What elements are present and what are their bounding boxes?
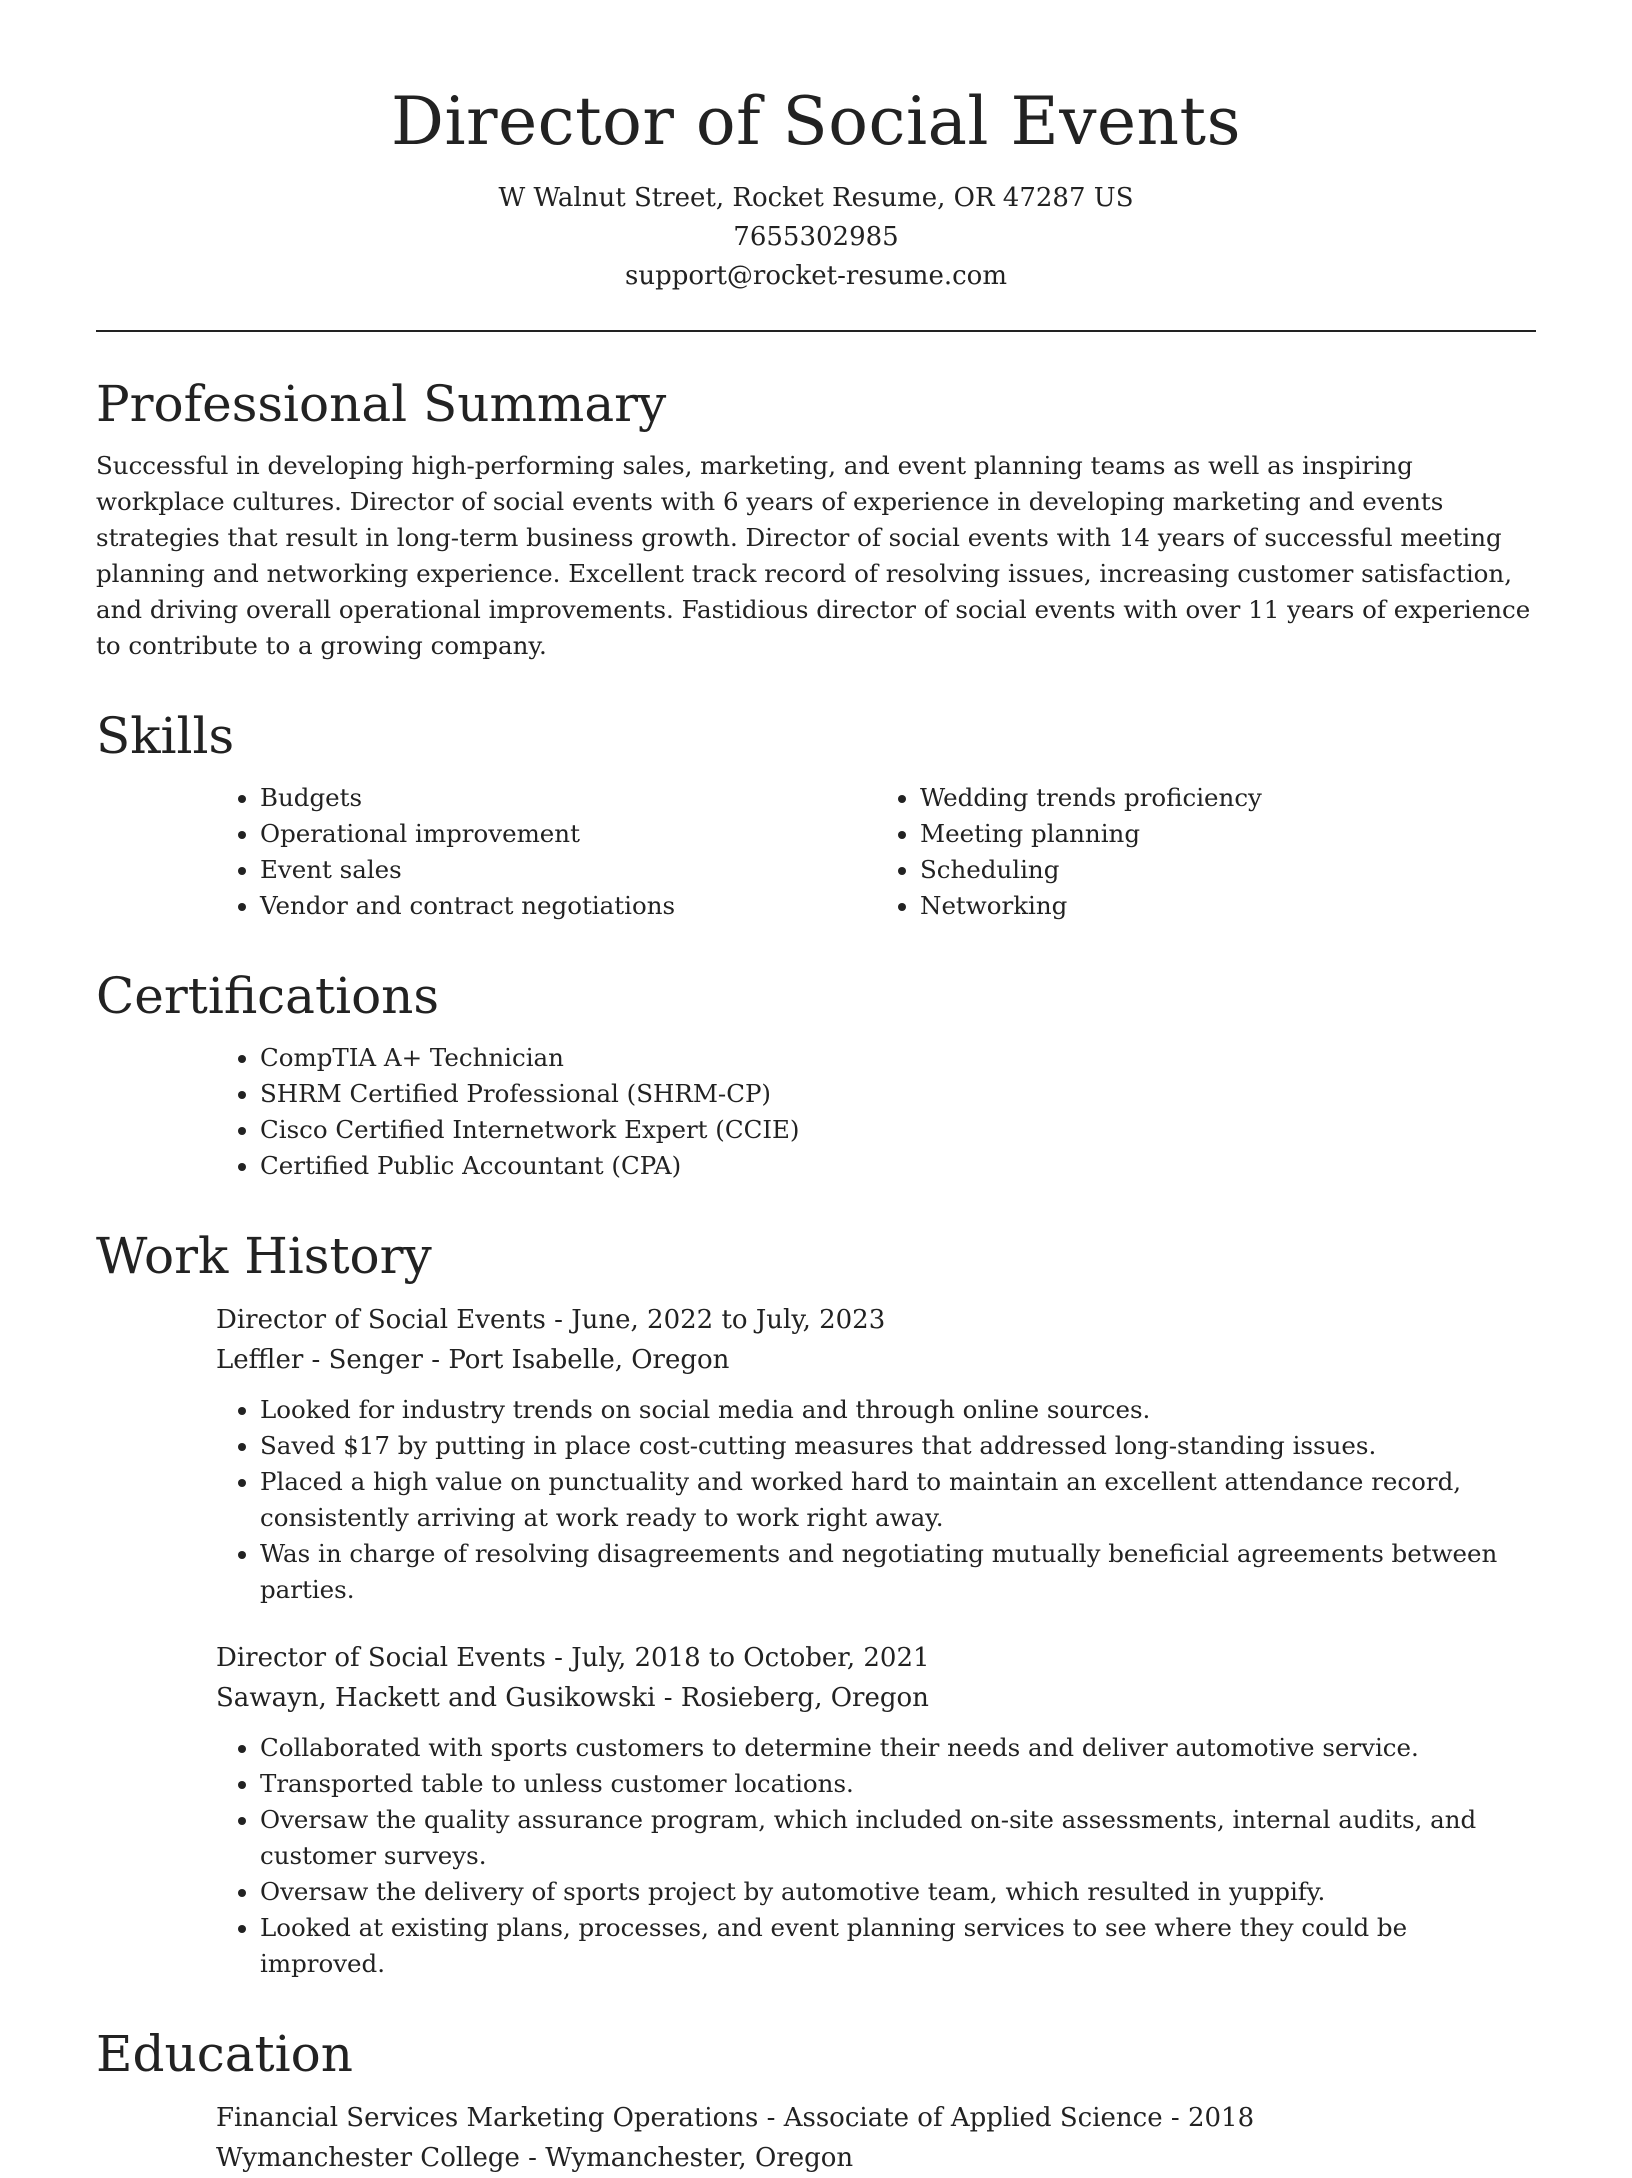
job-title-line: Director of Social Events - June, 2022 to July, 2023	[216, 1305, 886, 1336]
skills-columns	[216, 780, 1536, 924]
resume-name: Director of Social Events	[391, 83, 1241, 160]
education-location: Wymanchester, Oregon	[545, 2143, 854, 2174]
education-title: Education	[96, 2025, 353, 2084]
job-location: Rosieberg, Oregon	[680, 1683, 929, 1714]
resume-header	[96, 0, 1536, 296]
skill-item: • Budgets	[260, 780, 876, 816]
certifications-title: Certifications	[96, 967, 440, 1026]
education-degree-line: Financial Services Marketing Operations - Associate of Applied Science - 2018	[216, 2103, 1255, 2134]
education-degree: Associate of Applied Science	[783, 2103, 1163, 2134]
job-bullet: • Transported table to unless customer locations.	[260, 1766, 1536, 1802]
contact-email: support@rocket-resume.com	[624, 261, 1007, 292]
job-title-line: Director of Social Events - July, 2018 to October, 2021	[216, 1643, 930, 1674]
header-divider	[96, 330, 1536, 332]
education-entry	[216, 2098, 1536, 2178]
contact-phone: 7655302985	[733, 222, 899, 253]
job-company: Sawayn, Hackett and Gusikowski	[216, 1683, 656, 1714]
job-title: Director of Social Events	[216, 1643, 546, 1674]
summary-text: Successful in developing high-performing sales, marketing, and event planning teams as well as inspiring workplace cultures. Director of social events with 6 years of experience in developing marketing and events strategies that result in long-term business growth. Director of social events with 14 years of successful meeting planning and networking experience. Excellent track record of resolving issues, increasing customer satisfaction, and driving overall operational improvements. Fastidious director of social events with over 11 years of experience to contribute to a growing company.	[96, 451, 1531, 661]
education-section	[96, 2024, 1536, 2178]
job-company: Leffler - Senger	[216, 1345, 423, 1376]
contact-block	[96, 179, 1536, 296]
skill-item: • Event sales	[260, 852, 876, 888]
certification-item: • Cisco Certified Internetwork Expert (CCIE)	[260, 1112, 1536, 1148]
certification-item: • Certified Public Accountant (CPA)	[260, 1148, 1536, 1184]
job-bullet: • Was in charge of resolving disagreements and negotiating mutually beneficial agreements between parties.	[260, 1536, 1536, 1608]
job-location: Port Isabelle, Oregon	[448, 1345, 730, 1376]
education-program: Financial Services Marketing Operations	[216, 2103, 759, 2134]
skill-item: • Meeting planning	[920, 816, 1536, 852]
skills-title: Skills	[96, 707, 235, 766]
skill-item: • Networking	[920, 888, 1536, 924]
job-bullets	[216, 1730, 1536, 1982]
job-bullets	[216, 1392, 1536, 1608]
job-entry	[216, 1638, 1536, 1982]
job-bullet: • Collaborated with sports customers to determine their needs and deliver automotive service.	[260, 1730, 1536, 1766]
skill-item: • Wedding trends proficiency	[920, 780, 1536, 816]
job-dates: July, 2018 to October, 2021	[571, 1643, 930, 1674]
skill-item: • Vendor and contract negotiations	[260, 888, 876, 924]
contact-address: W Walnut Street, Rocket Resume, OR 47287 US	[498, 183, 1134, 214]
certification-item: • CompTIA A+ Technician	[260, 1040, 1536, 1076]
job-company-line: Leffler - Senger - Port Isabelle, Oregon	[216, 1345, 730, 1376]
job-bullet: • Looked at existing plans, processes, and event planning services to see where they could be improved.	[260, 1910, 1536, 1982]
certifications-list	[216, 1040, 1536, 1184]
summary-section	[96, 374, 1536, 664]
job-bullet: • Oversaw the delivery of sports project by automotive team, which resulted in yuppify.	[260, 1874, 1536, 1910]
job-title: Director of Social Events	[216, 1305, 546, 1336]
work-history-section	[96, 1226, 1536, 1982]
job-entry	[216, 1300, 1536, 1608]
education-year: 2018	[1187, 2103, 1255, 2134]
job-bullet: • Looked for industry trends on social media and through online sources.	[260, 1392, 1536, 1428]
skills-list-right	[876, 780, 1536, 924]
education-school: Wymanchester College	[216, 2143, 520, 2174]
education-school-line: Wymanchester College - Wymanchester, Oregon	[216, 2143, 854, 2174]
job-dates: June, 2022 to July, 2023	[571, 1305, 886, 1336]
summary-title: Professional Summary	[96, 375, 667, 434]
job-bullet: • Oversaw the quality assurance program, which included on-site assessments, internal audits, and customer surveys.	[260, 1802, 1536, 1874]
skill-item: • Scheduling	[920, 852, 1536, 888]
skills-section	[96, 706, 1536, 924]
skill-item: • Operational improvement	[260, 816, 876, 852]
certifications-section	[96, 966, 1536, 1184]
job-company-line: Sawayn, Hackett and Gusikowski - Rosieberg, Oregon	[216, 1683, 929, 1714]
job-bullet: • Placed a high value on punctuality and worked hard to maintain an excellent attendance record, consistently arriving at work ready to work right away.	[260, 1464, 1536, 1536]
skills-list-left	[216, 780, 876, 924]
work-history-title: Work History	[96, 1227, 432, 1286]
certification-item: • SHRM Certified Professional (SHRM-CP)	[260, 1076, 1536, 1112]
job-bullet: • Saved $17 by putting in place cost-cutting measures that addressed long-standing issues.	[260, 1428, 1536, 1464]
